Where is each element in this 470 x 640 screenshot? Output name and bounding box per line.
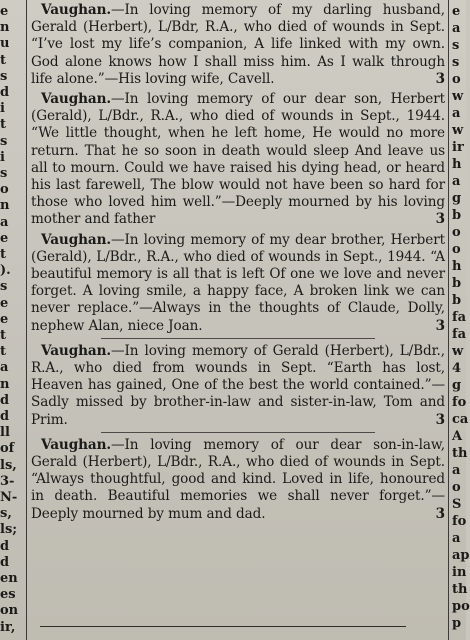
notice-count: 3 [435, 211, 445, 228]
cropped-text-fragment: b [452, 276, 462, 291]
notice-count: 3 [435, 411, 445, 428]
notice-separator [101, 432, 375, 433]
cropped-text-fragment: a [452, 21, 461, 36]
cropped-text-fragment: fa [452, 327, 467, 342]
cropped-text-fragment: a [452, 174, 461, 189]
notice-text: —In loving memory of my darling husband, Gerald (Herbert), L/Bdr, R.A., who died of wounds in Sept. “I’ve lost my life’s companion, A life linked with my own. God alone knows how I shall miss him. As I walk through life alone.”—His loving wife, Cavell. [31, 2, 445, 87]
cropped-text-fragment: es [0, 587, 16, 603]
cropped-text-fragment: th [452, 446, 468, 461]
cropped-text-fragment: e [0, 4, 9, 19]
cropped-text-fragment: in [452, 565, 467, 580]
cropped-text-fragment: a [0, 214, 9, 230]
notice-4 [31, 343, 445, 429]
notice-1 [31, 2, 445, 88]
cropped-text-fragment: i [0, 101, 5, 117]
cropped-text-fragment: po [452, 599, 470, 614]
notice-count: 3 [435, 505, 445, 522]
column-rule-right [448, 0, 449, 640]
cropped-text-fragment: s [0, 68, 8, 84]
cropped-text-fragment: e [0, 230, 9, 246]
cropped-text-fragment: o [452, 225, 461, 240]
cropped-text-fragment: ca [452, 412, 469, 427]
cropped-text-fragment: s [0, 133, 8, 149]
cropped-text-fragment: o [452, 242, 461, 257]
cropped-text-fragment: on [0, 603, 19, 619]
cropped-text-fragment: ir [452, 140, 464, 155]
cropped-text-fragment: ap [452, 548, 470, 563]
cropped-text-fragment: s [452, 38, 460, 53]
notice-text: —In loving memory of our dear son-in-law, Gerald (Herbert), L/Bdr., R.A., who died of wounds in Sept. “Always thoughtful, good and kind. Loved in life, honoured in death. Beautiful memories we shall never forget.”—Deeply mourned by mum and dad. [31, 436, 445, 522]
notice-count: 3 [435, 70, 445, 87]
cropped-text-fragment: d [0, 409, 10, 424]
cropped-text-fragment: 3- [0, 473, 15, 489]
cropped-text-fragment: fo [452, 395, 467, 410]
cropped-text-fragment: d [0, 85, 10, 100]
cropped-text-fragment: fa [452, 310, 467, 325]
notice-text: —In loving memory of our dear son, Herbert (Gerald), L/Bdr., R.A., who died of wounds in Sept., 1944. “We little thought, when he left home, He would no more return. That he so soon in death would sleep And leave us all to mourn. Could we have raised his dying head, or heard his last farewell, The blow would not have been so hard for those who loved him well.”—Deeply mourned by his loving mother and father [31, 91, 445, 228]
cropped-text-fragment: o [452, 480, 461, 495]
cropped-text-fragment: fo [452, 514, 467, 529]
cropped-text-fragment: t [0, 52, 7, 68]
cropped-text-fragment: o [0, 182, 9, 198]
cropped-text-fragment: t [0, 117, 7, 133]
cropped-text-fragment: i [0, 149, 5, 165]
cropped-text-fragment: ir, [0, 619, 16, 635]
cropped-text-fragment: a [452, 531, 461, 546]
cropped-text-fragment: A [452, 429, 463, 444]
cropped-text-fragment: S [452, 497, 462, 512]
cropped-text-fragment: w [452, 344, 464, 359]
notice-3 [31, 232, 445, 335]
cropped-text-fragment: s [0, 279, 8, 295]
cropped-text-fragment: b [452, 293, 462, 308]
cropped-text-fragment: e [0, 295, 9, 311]
cropped-text-fragment: p [452, 616, 462, 631]
cropped-text-fragment: s [0, 166, 8, 181]
column-rule-left [26, 0, 27, 640]
cropped-text-fragment: o [452, 72, 461, 87]
bottom-rule [40, 626, 406, 627]
cropped-text-fragment: s [452, 55, 460, 70]
notice-5 [31, 437, 445, 523]
cropped-text-fragment: N- [0, 490, 18, 505]
cropped-text-fragment: e [0, 311, 9, 327]
cropped-text-fragment: ll [0, 425, 10, 441]
notice-name: Vaughan. [41, 231, 112, 248]
cropped-text-fragment: h [452, 157, 462, 172]
notice-name: Vaughan. [41, 436, 112, 453]
cropped-text-fragment: a [0, 360, 9, 376]
cropped-text-fragment: w [452, 123, 464, 138]
cropped-text-fragment: ls, [0, 457, 17, 473]
cropped-text-fragment: e [452, 4, 461, 19]
cropped-text-fragment: en [0, 571, 18, 586]
right-column-fragment [450, 0, 470, 640]
cropped-text-fragment: d [0, 392, 10, 408]
notice-text: —In loving memory of Gerald (Herbert), L/Bdr., R.A., who died from wounds in Sept. “Earth has lost, Heaven has gained, One of the best the world contained.”—Sadly missed by brother-in-law and sister-in-law, Tom and Prim. [31, 342, 445, 428]
cropped-text-fragment: g [452, 378, 462, 393]
notice-count: 3 [435, 317, 445, 334]
cropped-text-fragment: a [452, 463, 461, 478]
notice-text: —In loving memory of my dear brother, Herbert (Gerald), L/Bdr., R.A., who died of wounds in Sept., 1944. “A beautiful memory is all that is left Of one we love and never forget. A loving smile, a happy face, A broken link we can never replace.”—Always in the thoughts of Claude, Dolly, nephew Alan, niece Joan. [31, 231, 445, 334]
cropped-text-fragment: ). [0, 263, 11, 279]
cropped-text-fragment: b [452, 208, 462, 223]
cropped-text-fragment: t [0, 344, 7, 360]
cropped-text-fragment: n [0, 20, 10, 36]
cropped-text-fragment: a [452, 106, 461, 121]
cropped-text-fragment: u [0, 36, 10, 52]
cropped-text-fragment: 4 [452, 361, 462, 376]
cropped-text-fragment: n [0, 198, 10, 214]
cropped-text-fragment: d [0, 538, 10, 554]
cropped-text-fragment: ls; [0, 522, 18, 538]
memorial-notices-column [31, 2, 445, 526]
notice-name: Vaughan. [41, 91, 112, 108]
notice-name: Vaughan. [41, 342, 112, 359]
cropped-text-fragment: t [0, 328, 7, 343]
cropped-text-fragment: s, [0, 506, 12, 522]
cropped-text-fragment: d [0, 554, 10, 570]
notice-separator [101, 338, 375, 339]
notice-name: Vaughan. [41, 2, 112, 18]
notice-2 [31, 91, 445, 229]
cropped-text-fragment: h [452, 259, 462, 274]
cropped-text-fragment: n [0, 376, 10, 392]
left-column-fragment [0, 0, 24, 640]
cropped-text-fragment: th [452, 582, 468, 597]
cropped-text-fragment: w [452, 89, 464, 104]
cropped-text-fragment: t [0, 247, 7, 262]
cropped-text-fragment: of [0, 441, 15, 457]
cropped-text-fragment: g [452, 191, 462, 206]
